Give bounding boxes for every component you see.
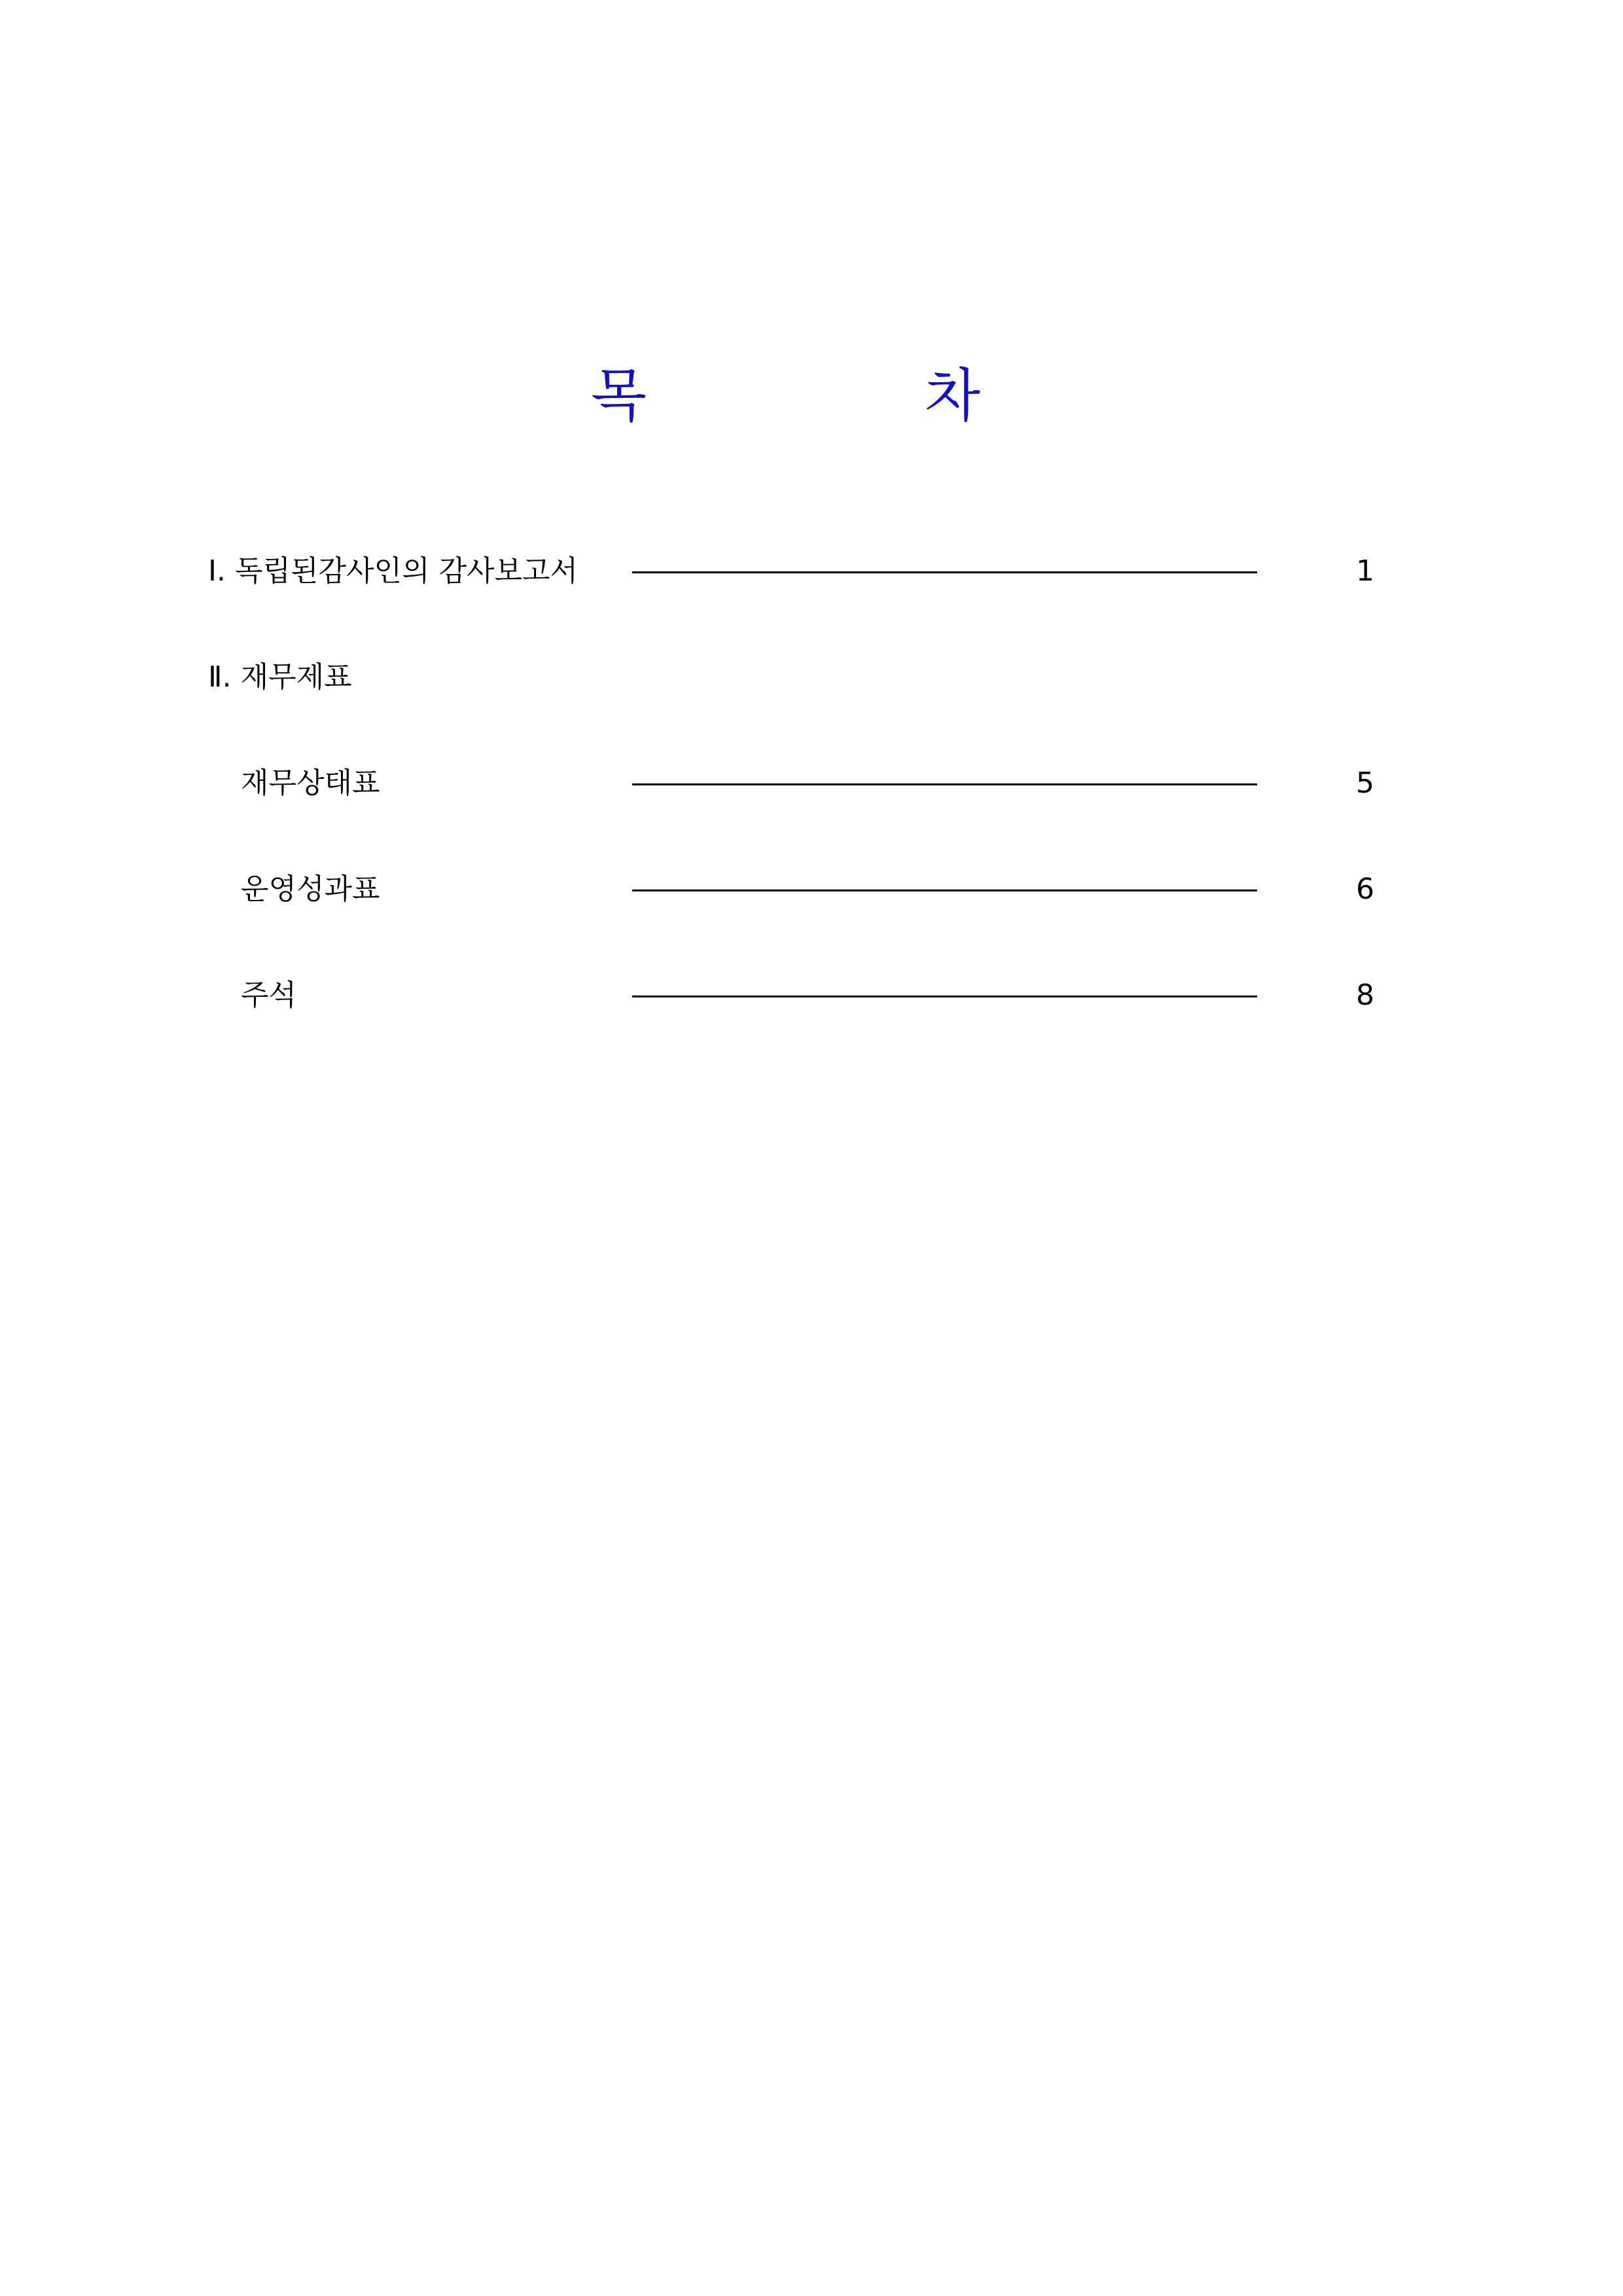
toc-section-label: Ⅱ. 재무제표 [208, 660, 352, 694]
toc-leader-line [632, 889, 1257, 891]
toc-entry-label: 재무상태표 [241, 766, 380, 800]
toc-entry-balance-sheet [0, 757, 1623, 810]
toc-page-number: 6 [1356, 872, 1374, 906]
toc-page-number: 5 [1356, 766, 1374, 800]
page-title-right: 차 [925, 362, 981, 429]
page-title-left: 목 [591, 362, 647, 429]
toc-entry-audit-report [0, 545, 1623, 598]
toc-page-number: 1 [1356, 554, 1374, 588]
toc-entry-label: Ⅰ. 독립된감사인의 감사보고서 [208, 554, 578, 588]
toc-leader-line [632, 996, 1257, 997]
toc-section-financial-statements [0, 651, 1623, 704]
toc-entry-label: 운영성과표 [241, 872, 380, 906]
toc-entry-label: 주석 [241, 978, 297, 1012]
toc-entry-notes [0, 969, 1623, 1022]
toc-page-number: 8 [1356, 978, 1374, 1012]
toc-entry-operating-statement [0, 863, 1623, 916]
toc-leader-line [632, 783, 1257, 785]
toc-leader-line [632, 571, 1257, 573]
